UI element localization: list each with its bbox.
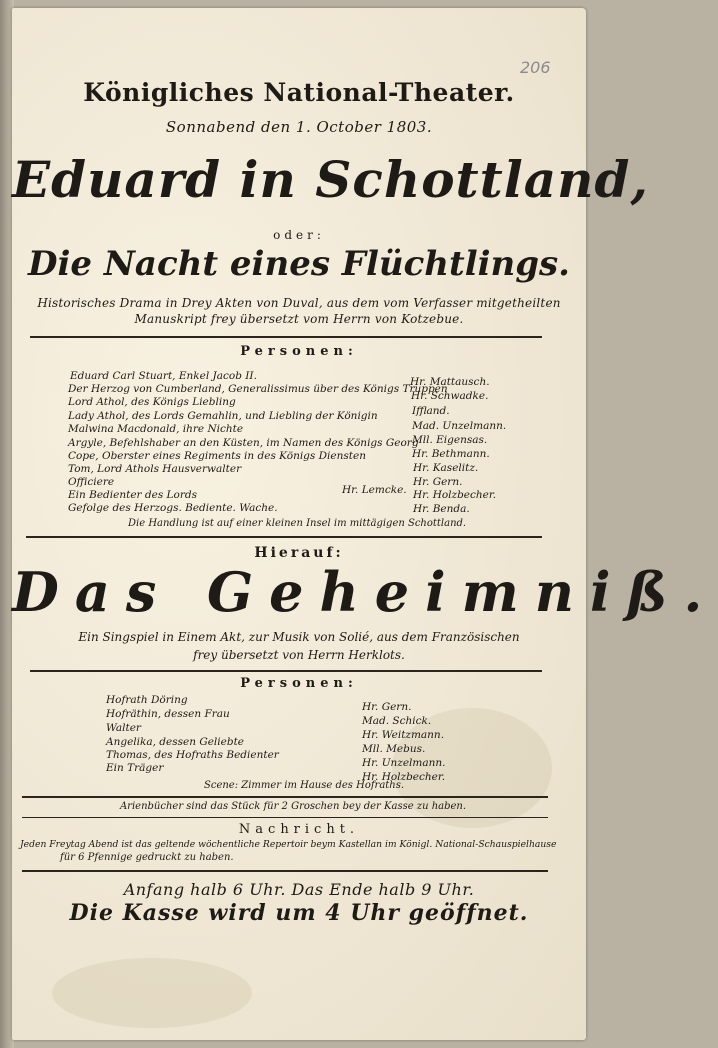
play2-description-line1: Ein Singspiel in Einem Akt, zur Musik von Solié, aus dem Französischen (78, 630, 520, 644)
cast-role: Thomas, des Hofraths Bedienter (106, 749, 279, 761)
cast-actor: Hr. Bethmann. (412, 448, 490, 460)
divider (22, 796, 548, 798)
cast-role: Hofräthin, dessen Frau (106, 708, 230, 720)
cast-actor: Hr. Holzbecher. (362, 771, 446, 783)
play2-title: Das Geheimniß. (12, 560, 718, 624)
cast-role: Officiere (68, 476, 115, 488)
divider (22, 817, 548, 818)
play1-description-line2: Manuskript frey übersetzt vom Herrn von Kotzebue. (134, 312, 464, 326)
divider (26, 536, 542, 538)
cast-role: Ein Bedienter des Lords (68, 489, 197, 501)
cast-actor: Hr. Gern. (413, 476, 463, 488)
theater-name: Königliches National-Theater. (83, 78, 515, 107)
arien-note: Arienbücher sind das Stück für 2 Groschen bey der Kasse zu haben. (119, 801, 467, 812)
divider (22, 870, 548, 872)
cast-role: Eduard Carl Stuart, Enkel Jacob II. (70, 370, 257, 382)
divider (30, 670, 542, 672)
cast-role: Argyle, Befehlshaber an den Küsten, im Namen des Königs Georg (68, 437, 419, 449)
date-line: Sonnabend den 1. October 1803. (165, 118, 433, 136)
cast-actor: Mll. Mebus. (362, 743, 426, 755)
cast-role: Ein Träger (106, 762, 164, 774)
play1-oder: oder: (273, 228, 325, 242)
cast-actor: Hr. Unzelmann. (362, 757, 446, 769)
play1-setting: Die Handlung ist auf einer kleinen Insel im mittägigen Schottland. (128, 518, 467, 529)
play1-description-line1: Historisches Drama in Drey Akten von Duval, aus dem vom Verfasser mitgetheilten (37, 296, 561, 310)
cast-role: Tom, Lord Athols Hausverwalter (68, 463, 242, 475)
kasse-line: Die Kasse wird um 4 Uhr geöffnet. (69, 900, 529, 926)
cast-role: Hofrath Döring (106, 694, 188, 706)
cast-role: Lord Athol, des Königs Liebling (68, 396, 236, 408)
play2-description-line2: frey übersetzt von Herrn Herklots. (193, 648, 405, 662)
cast-actor: Hr. Mattausch. (410, 376, 490, 388)
archive-number: 206 (520, 58, 551, 77)
play2-personen-heading: Personen: (240, 676, 358, 691)
cast-actor: Mll. Eigensas. (412, 434, 488, 446)
cast-actor: Hr. Weitzmann. (362, 729, 445, 741)
cast-actor: Hr. Kaselitz. (413, 462, 479, 474)
cast-actor: Hr. Benda. (413, 503, 470, 515)
cast-role: Malwina Macdonald, ihre Nichte (68, 423, 244, 435)
cast-actor: Hr. Lemcke. (342, 484, 407, 496)
cast-role: Lady Athol, des Lords Gemahlin, und Liebling der Königin (68, 410, 378, 422)
cast-role: Walter (106, 722, 141, 734)
nachricht-line1: Jeden Freytag Abend ist das geltende wöchentliche Repertoir beym Kastellan im Königl. National-Schauspielhause (20, 839, 557, 850)
play1-subtitle: Die Nacht eines Flüchtlings. (27, 244, 571, 284)
play2-scene: Scene: Zimmer im Hause des Hofraths. (204, 780, 405, 791)
nachricht-line2: für 6 Pfennige gedruckt zu haben. (60, 852, 234, 863)
cast-role: Angelika, dessen Geliebte (106, 736, 245, 748)
cast-role: Der Herzog von Cumberland, Generalissimus über des Königs Truppen (68, 383, 448, 395)
anfang-line: Anfang halb 6 Uhr. Das Ende halb 9 Uhr. (123, 880, 475, 899)
cast-actor: Mad. Unzelmann. (412, 420, 507, 432)
hierauf-label: Hierauf: (254, 545, 344, 561)
cast-actor: Mad. Schick. (362, 715, 432, 727)
cast-actor: Hr. Schwadke. (411, 390, 489, 402)
cast-actor: Hr. Gern. (362, 701, 412, 713)
play1-personen-heading: Personen: (240, 344, 358, 359)
cast-actor: Iffland. (412, 405, 450, 417)
nachricht-heading: Nachricht. (238, 822, 360, 837)
divider (30, 336, 542, 338)
cast-actor: Hr. Holzbecher. (413, 489, 497, 501)
play1-title: Eduard in Schottland, (12, 150, 649, 209)
cast-role: Gefolge des Herzogs. Bediente. Wache. (68, 502, 278, 514)
cast-role: Cope, Oberster eines Regiments in des Königs Diensten (68, 450, 366, 462)
